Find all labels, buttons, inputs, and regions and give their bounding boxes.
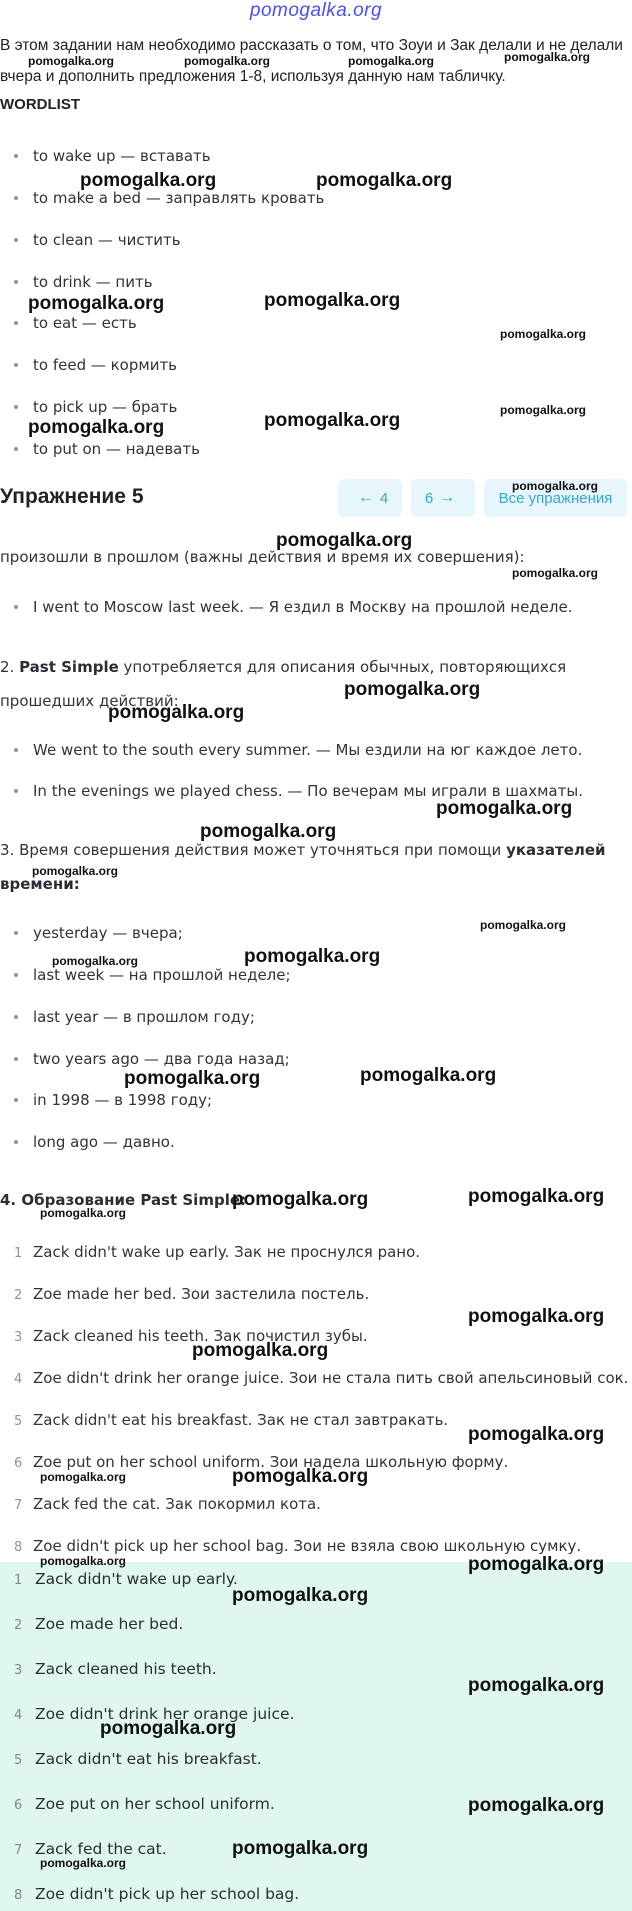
watermark: pomogalka.org <box>468 1306 605 1327</box>
watermark: pomogalka.org <box>264 410 401 431</box>
wordlist-item: to feed — кормить <box>14 355 177 375</box>
watermark: pomogalka.org <box>80 170 217 191</box>
theory-example: I went to Moscow last week. — Я ездил в Москву на прошлой неделе. <box>14 597 573 617</box>
watermark: pomogalka.org <box>468 1424 605 1445</box>
watermark: pomogalka.org <box>232 1466 369 1487</box>
watermark: pomogalka.org <box>40 1470 127 1484</box>
site-logo[interactable]: pomogalka.org <box>249 0 383 21</box>
watermark: pomogalka.org <box>232 1585 369 1606</box>
answer-item: 1 Zack didn't wake up early. <box>14 1570 238 1588</box>
watermark: pomogalka.org <box>512 479 599 493</box>
translation-item: 6 Zoe put on her school uniform. Зои надела школьную форму. <box>14 1453 509 1471</box>
answer-item: 7 Zack fed the cat. <box>14 1840 167 1858</box>
wordlist-item: to put on — надевать <box>14 439 200 459</box>
theory-example: We went to the south every summer. — Мы ездили на юг каждое лето. <box>14 740 582 760</box>
intro-text: В этом задании нам необходимо рассказать о том, что Зоуи и Зак делали и не делали вчера и дополнить предложения 1-8, используя данную нам табличку. <box>0 37 623 85</box>
wordlist-title: WORDLIST <box>0 96 80 113</box>
next-exercise-button[interactable]: 6 → <box>411 479 475 517</box>
watermark: pomogalka.org <box>28 417 165 438</box>
translation-item: 1 Zack didn't wake up early. Зак не проснулся рано. <box>14 1243 421 1261</box>
watermark: pomogalka.org <box>40 1206 127 1220</box>
translation-item: 7 Zack fed the cat. Зак покормил кота. <box>14 1495 321 1513</box>
time-marker-item: two years ago — два года назад; <box>14 1049 290 1069</box>
watermark: pomogalka.org <box>232 1838 369 1859</box>
watermark: pomogalka.org <box>276 530 413 551</box>
watermark: pomogalka.org <box>512 566 599 580</box>
time-marker-item: last year — в прошлом году; <box>14 1007 255 1027</box>
wordlist-item: to make a bed — заправлять кровать <box>14 188 324 208</box>
arrow-left-icon: ← <box>357 489 374 506</box>
watermark: pomogalka.org <box>348 54 435 68</box>
watermark: pomogalka.org <box>360 1065 497 1086</box>
watermark: pomogalka.org <box>468 1554 605 1575</box>
answer-item: 5 Zack didn't eat his breakfast. <box>14 1750 262 1768</box>
watermark: pomogalka.org <box>40 1856 127 1870</box>
time-marker-item: in 1998 — в 1998 году; <box>14 1090 212 1110</box>
theory-example: In the evenings we played chess. — По вечерам мы играли в шахматы. <box>14 781 583 801</box>
watermark: pomogalka.org <box>504 50 591 64</box>
watermark: pomogalka.org <box>244 946 381 967</box>
watermark: pomogalka.org <box>52 954 139 968</box>
translation-item: 5 Zack didn't eat his breakfast. Зак не стал завтракать. <box>14 1411 449 1429</box>
exercise-title: Упражнение 5 <box>0 485 144 508</box>
answer-item: 4 Zoe didn't drink her orange juice. <box>14 1705 295 1723</box>
watermark: pomogalka.org <box>436 798 573 819</box>
translation-item: 8 Zoe didn't pick up her school bag. Зои не взяла свою школьную сумку. <box>14 1537 582 1555</box>
wordlist-item: to clean — чистить <box>14 230 181 250</box>
watermark: pomogalka.org <box>192 1340 329 1361</box>
watermark: pomogalka.org <box>232 1189 369 1210</box>
watermark: pomogalka.org <box>468 1186 605 1207</box>
time-marker-item: last week — на прошлой неделе; <box>14 965 291 985</box>
theory-paragraph-1: произошли в прошлом (важны действия и время их совершения): <box>0 548 525 566</box>
wordlist-item: to eat — есть <box>14 313 137 333</box>
watermark: pomogalka.org <box>344 679 481 700</box>
answer-item: 6 Zoe put on her school uniform. <box>14 1795 275 1813</box>
watermark: pomogalka.org <box>500 327 587 341</box>
theory-paragraph-4: 4. Образование Past Simple: <box>0 1191 247 1209</box>
time-marker-item: long ago — давно. <box>14 1132 175 1152</box>
watermark: pomogalka.org <box>184 54 271 68</box>
watermark: pomogalka.org <box>316 170 453 191</box>
watermark: pomogalka.org <box>124 1068 261 1089</box>
prev-exercise-button[interactable]: ← 4 <box>338 479 402 517</box>
answer-item: 8 Zoe didn't pick up her school bag. <box>14 1885 300 1903</box>
watermark: pomogalka.org <box>28 293 165 314</box>
wordlist-item: to wake up — вставать <box>14 146 211 166</box>
translation-item: 3 Zack cleaned his teeth. Зак почистил зубы. <box>14 1327 368 1345</box>
translation-item: 2 Zoe made her bed. Зои застелила постель. <box>14 1285 370 1303</box>
watermark: pomogalka.org <box>32 864 119 878</box>
watermark: pomogalka.org <box>200 821 337 842</box>
theory-paragraph-3: 3. Время совершения действия может уточняться при помощи указателей времени: <box>0 841 606 893</box>
watermark: pomogalka.org <box>108 702 245 723</box>
answer-item: 2 Zoe made her bed. <box>14 1615 184 1633</box>
watermark: pomogalka.org <box>28 54 115 68</box>
watermark: pomogalka.org <box>264 290 401 311</box>
answer-item: 3 Zack cleaned his teeth. <box>14 1660 217 1678</box>
wordlist-item: to drink — пить <box>14 272 153 292</box>
arrow-right-icon: → <box>439 489 456 506</box>
watermark: pomogalka.org <box>468 1675 605 1696</box>
watermark: pomogalka.org <box>480 918 567 932</box>
watermark: pomogalka.org <box>468 1795 605 1816</box>
watermark: pomogalka.org <box>500 403 587 417</box>
all-exercises-button[interactable]: Все упражнения <box>484 479 627 517</box>
translation-item: 4 Zoe didn't drink her orange juice. Зои не стала пить свой апельсиновый сок. <box>14 1369 629 1387</box>
wordlist-item: to pick up — брать <box>14 397 177 417</box>
theory-paragraph-2: 2. Past Simple употребляется для описания обычных, повторяющихся прошедших действий: <box>0 658 567 710</box>
watermark: pomogalka.org <box>100 1718 237 1739</box>
time-marker-item: yesterday — вчера; <box>14 923 183 943</box>
watermark: pomogalka.org <box>40 1554 127 1568</box>
